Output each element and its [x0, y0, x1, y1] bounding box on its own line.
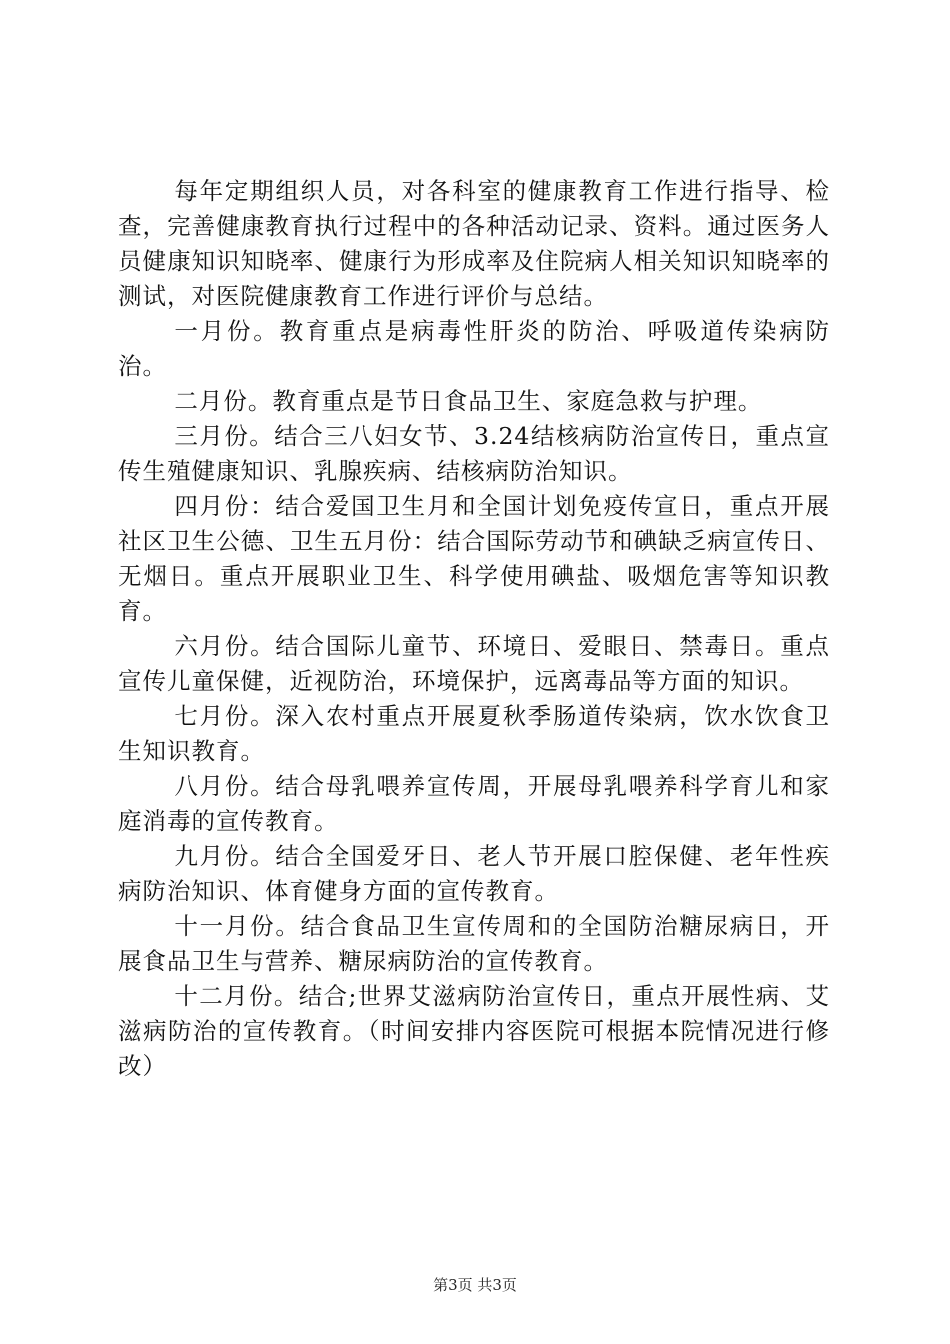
- page-footer: [0, 1274, 950, 1295]
- paragraph-december: 十二月份。结合;世界艾滋病防治宣传日，重点开展性病、艾滋病防治的宣传教育。（时间安排内容医院可根据本院情况进行修改）: [118, 982, 830, 1080]
- paragraph-july: 七月份。深入农村重点开展夏秋季肠道传染病，饮水饮食卫生知识教育。: [118, 702, 830, 765]
- paragraph-january: 一月份。教育重点是病毒性肝炎的防治、呼吸道传染病防治。: [118, 317, 830, 380]
- page-number-label: 第3页 共3页: [433, 1276, 517, 1294]
- document-body: [118, 174, 830, 1084]
- paragraph-february: 二月份。教育重点是节日食品卫生、家庭急救与护理。: [174, 387, 763, 415]
- paragraph-june: 六月份。结合国际儿童节、环境日、爱眼日、禁毒日。重点宣传儿童保健，近视防治，环境保护，远离毒品等方面的知识。: [118, 632, 830, 695]
- paragraph-intro: 每年定期组织人员，对各科室的健康教育工作进行指导、检查，完善健康教育执行过程中的各种活动记录、资料。通过医务人员健康知识知晓率、健康行为形成率及住院病人相关知识知晓率的测试，对医院健康教育工作进行评价与总结。: [118, 177, 830, 310]
- paragraph-april: 四月份：结合爱国卫生月和全国计划免疫传宣日，重点开展社区卫生公德、卫生五月份：结合国际劳动节和碘缺乏病宣传日、无烟日。重点开展职业卫生、科学使用碘盐、吸烟危害等知识教育。: [118, 492, 830, 625]
- paragraph-august: 八月份。结合母乳喂养宣传周，开展母乳喂养科学育儿和家庭消毒的宣传教育。: [118, 772, 830, 835]
- paragraph-march: 三月份。结合三八妇女节、3.24结核病防治宣传日，重点宣传生殖健康知识、乳腺疾病、结核病防治知识。: [118, 422, 830, 485]
- paragraph-september: 九月份。结合全国爱牙日、老人节开展口腔保健、老年性疾病防治知识、体育健身方面的宣传教育。: [118, 842, 830, 905]
- paragraph-november: 十一月份。结合食品卫生宣传周和的全国防治糖尿病日，开展食品卫生与营养、糖尿病防治的宣传教育。: [118, 912, 830, 975]
